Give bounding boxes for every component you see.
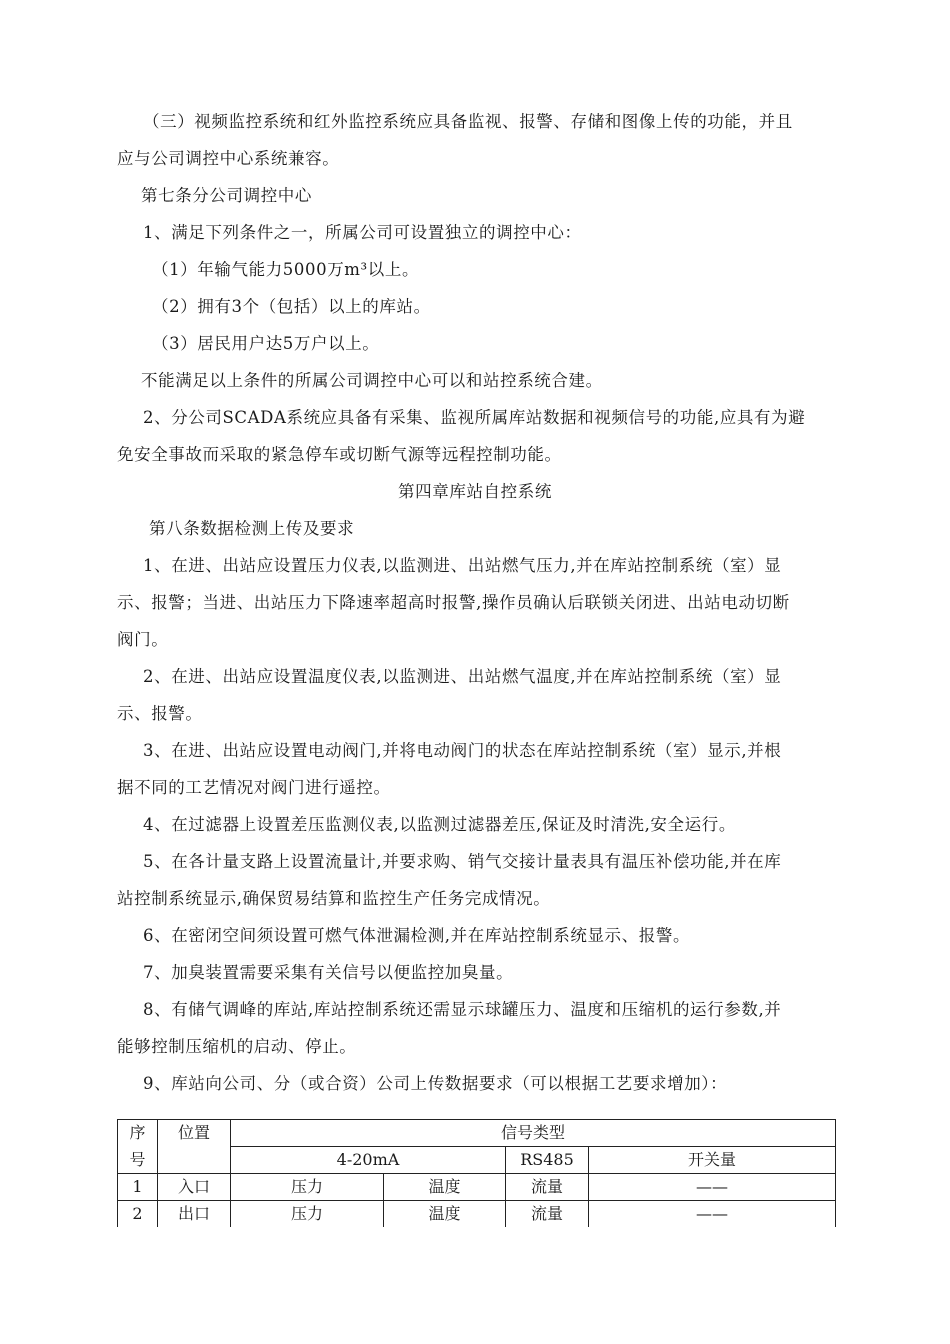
position-cell: 出口 (158, 1201, 231, 1228)
paragraph-line: 9、库站向公司、分（或合资）公司上传数据要求（可以根据工艺要求增加）： (143, 1074, 728, 1093)
pressure-cell: 压力 (231, 1174, 384, 1201)
paragraph-line: 能够控制压缩机的启动、停止。 (117, 1037, 357, 1056)
switch-header: 开关量 (589, 1147, 836, 1174)
paragraph-line: 1、满足下列条件之一，所属公司可设置独立的调控中心： (143, 223, 582, 242)
flow-cell: 流量 (506, 1174, 589, 1201)
paragraph-line: 据不同的工艺情况对阀门进行遥控。 (117, 778, 391, 797)
rs485-header: RS485 (506, 1147, 589, 1174)
switch-cell: —— (589, 1201, 836, 1228)
analog-header: 4-20mA (231, 1147, 506, 1174)
paragraph-line: 5、在各计量支路上设置流量计,并要求购、销气交接计量表具有温压补偿功能,并在库 (143, 852, 782, 871)
chapter-heading: 第四章库站自控系统 (398, 482, 552, 501)
flow-cell: 流量 (506, 1201, 589, 1228)
list-item: （3）居民用户达5万户以上。 (152, 334, 380, 353)
temperature-cell: 温度 (384, 1174, 506, 1201)
table-row (118, 1174, 836, 1201)
paragraph-line: 不能满足以上条件的所属公司调控中心可以和站控系统合建。 (141, 371, 603, 390)
paragraph-line: 2、分公司SCADA系统应具备有采集、监视所属库站数据和视频信号的功能,应具有为避 (143, 408, 806, 427)
paragraph-line: 3、在进、出站应设置电动阀门,并将电动阀门的状态在库站控制系统（室）显示,并根 (143, 741, 782, 760)
list-item: （2）拥有3个（包括）以上的库站。 (152, 297, 431, 316)
seq-cell: 2 (118, 1201, 158, 1228)
article-heading: 第七条分公司调控中心 (141, 186, 312, 205)
paragraph-line: （三）视频监控系统和红外监控系统应具备监视、报警、存储和图像上传的功能，并且 (143, 112, 793, 131)
paragraph-line: 示、报警。 (117, 704, 203, 723)
position-header: 位置 (158, 1120, 231, 1147)
data-upload-table (117, 1119, 836, 1227)
table-header-row (118, 1120, 836, 1147)
article-heading: 第八条数据检测上传及要求 (149, 519, 355, 538)
paragraph-line: 示、报警；当进、出站压力下降速率超高时报警,操作员确认后联锁关闭进、出站电动切断 (117, 593, 790, 612)
position-header-empty (158, 1147, 231, 1174)
paragraph-line: 4、在过滤器上设置差压监测仪表,以监测过滤器差压,保证及时清洗,安全运行。 (143, 815, 736, 834)
seq-header-top: 序 (118, 1120, 158, 1147)
paragraph-line: 1、在进、出站应设置压力仪表,以监测进、出站燃气压力,并在库站控制系统（室）显 (143, 556, 782, 575)
signal-type-header: 信号类型 (231, 1120, 836, 1147)
switch-cell: —— (589, 1174, 836, 1201)
paragraph-line: 站控制系统显示,确保贸易结算和监控生产任务完成情况。 (117, 889, 551, 908)
table-row (118, 1201, 836, 1228)
paragraph-line: 应与公司调控中心系统兼容。 (117, 149, 340, 168)
table-subheader-row (118, 1147, 836, 1174)
list-item: （1）年输气能力5000万m³以上。 (152, 260, 420, 279)
paragraph-line: 阀门。 (117, 630, 169, 649)
paragraph-line: 6、在密闭空间须设置可燃气体泄漏检测,并在库站控制系统显示、报警。 (143, 926, 691, 945)
paragraph-line: 免安全事故而采取的紧急停车或切断气源等远程控制功能。 (117, 445, 562, 464)
paragraph-line: 7、加臭装置需要采集有关信号以便监控加臭量。 (143, 963, 514, 982)
seq-cell: 1 (118, 1174, 158, 1201)
position-cell: 入口 (158, 1174, 231, 1201)
paragraph-line: 2、在进、出站应设置温度仪表,以监测进、出站燃气温度,并在库站控制系统（室）显 (143, 667, 782, 686)
seq-header-bottom: 号 (118, 1147, 158, 1174)
paragraph-line: 8、有储气调峰的库站,库站控制系统还需显示球罐压力、温度和压缩机的运行参数,并 (143, 1000, 782, 1019)
temperature-cell: 温度 (384, 1201, 506, 1228)
pressure-cell: 压力 (231, 1201, 384, 1228)
